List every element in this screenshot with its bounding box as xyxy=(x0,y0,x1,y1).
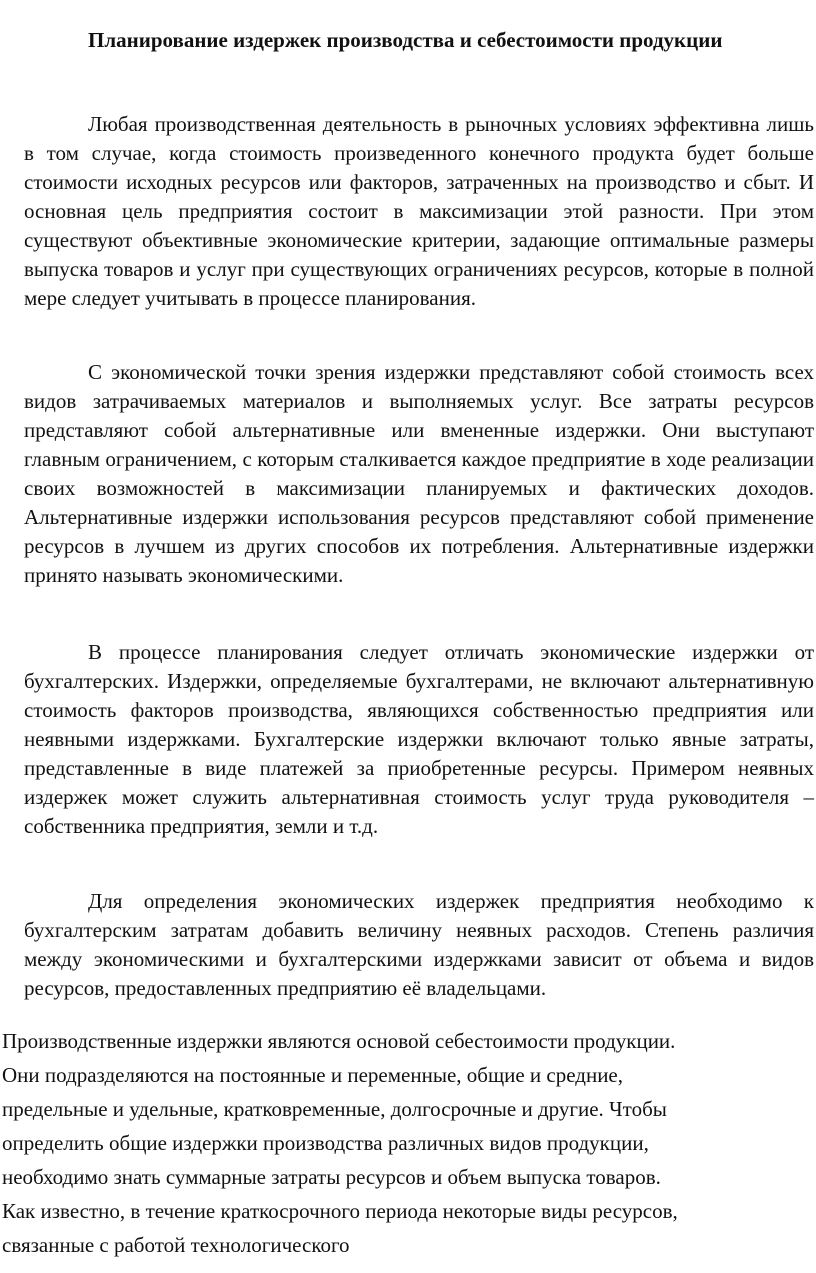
production-costs-section xyxy=(2,1024,802,1262)
paragraph-accounting-costs: В процессе планирования следует отличать экономические издержки от бухгалтерских. Издержки, определяемые бухгалтерами, не включают альтернативную стоимость факторов производства, являющихся собственностью предприятия или неявными издержками. Бухгалтерские издержки включают только явные затраты, представленные в виде платежей за приобретенные ресурсы. Примером неявных издержек может служить альтернативная стоимость услуг труда руководителя – собственника предприятия, земли и т.д. xyxy=(24,640,814,838)
text-line: Как известно, в течение краткосрочного периода некоторые виды ресурсов, xyxy=(2,1199,678,1223)
paragraph-economic-costs: С экономической точки зрения издержки представляют собой стоимость всех видов затрачиваемых материалов и выполняемых услуг. Все затраты ресурсов представляют собой альтернативные или вмененные издержки. Они выступают главным ограничением, с которым сталкивается каждое предприятие в ходе реализации своих возможностей в максимизации планируемых и фактических доходов. Альтернативные издержки использования ресурсов представляют собой применение ресурсов в лучшем из других способов их потребления. Альтернативные издержки принято называть экономическими. xyxy=(24,360,814,587)
document-title: Планирование издержек производства и себестоимости продукции xyxy=(88,28,723,52)
text-line: Они подразделяются на постоянные и переменные, общие и средние, xyxy=(2,1063,624,1087)
text-line: определить общие издержки производства различных видов продукции, xyxy=(2,1131,649,1155)
text-line: связанные с работой технологического xyxy=(2,1233,350,1257)
text-line: предельные и удельные, кратковременные, долгосрочные и другие. Чтобы xyxy=(2,1097,667,1121)
text-line: Производственные издержки являются основой себестоимости продукции. xyxy=(2,1029,676,1053)
paragraph-market-efficiency: Любая производственная деятельность в рыночных условиях эффективна лишь в том случае, когда стоимость произведенного конечного продукта будет больше стоимости исходных ресурсов или факторов, затраченных на производство и сбыт. И основная цель предприятия состоит в максимизации этой разности. При этом существуют объективные экономические критерии, задающие оптимальные размеры выпуска товаров и услуг при существующих ограничениях ресурсов, которые в полной мере следует учитывать в процессе планирования. xyxy=(24,112,814,310)
paragraph-implicit-costs: Для определения экономических издержек предприятия необходимо к бухгалтерским затратам добавить величину неявных расходов. Степень различия между экономическими и бухгалтерскими издержками зависит от объема и видов ресурсов, предоставленных предприятию её владельцами. xyxy=(24,889,814,1000)
text-line: необходимо знать суммарные затраты ресурсов и объем выпуска товаров. xyxy=(2,1165,661,1189)
